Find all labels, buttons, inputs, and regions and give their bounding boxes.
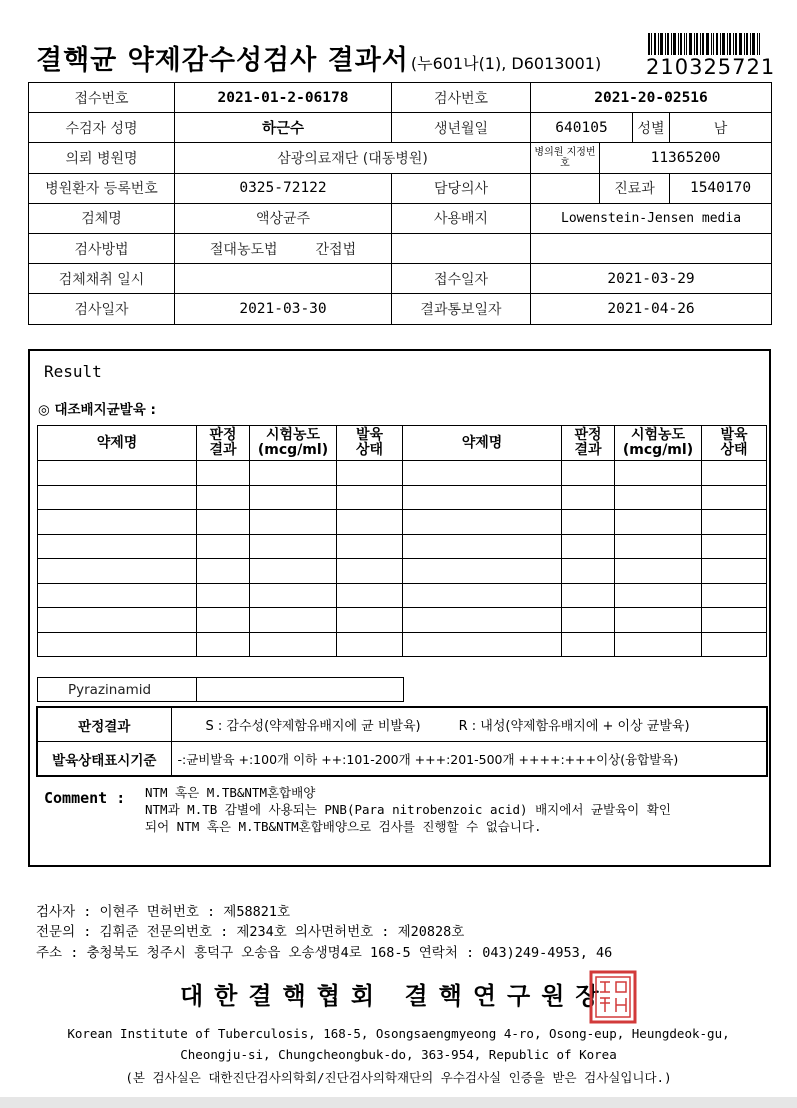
dob: 640105: [531, 113, 633, 143]
comment-label: Comment :: [44, 789, 126, 807]
table-row: [38, 559, 767, 584]
table-row: [38, 485, 767, 510]
footer-specialist: 전문의 : 김휘준 전문의번호 : 제234호 의사면허번호 : 제20828호: [36, 924, 465, 940]
header-growth: 발육 상태: [337, 426, 403, 461]
method-b: 간접법: [315, 241, 357, 258]
test-no: 2021-20-02516: [531, 83, 772, 113]
collect-label: 검체채취 일시: [29, 264, 175, 294]
table-row: [38, 534, 767, 559]
table-row: [38, 608, 767, 633]
report-date: 2021-04-26: [531, 294, 772, 324]
test-date-label: 검사일자: [29, 294, 175, 324]
patient-reg-label: 병원환자 등록번호: [29, 173, 175, 203]
doctor-name: [531, 173, 600, 203]
method-label: 검사방법: [29, 233, 175, 263]
received-date: 2021-03-29: [531, 264, 772, 294]
official-seal: [589, 970, 637, 1024]
criteria-table: [36, 706, 768, 777]
doctor-label: 담당의사: [392, 173, 531, 203]
dob-label: 생년월일: [392, 113, 531, 143]
sex: 남: [670, 113, 772, 143]
method-a: 절대농도법: [209, 241, 278, 258]
certification-note: (본 검사실은 대한진단검사의학회/진단검사의학재단의 우수검사실 인증을 받은 검사실입니다.): [125, 1070, 672, 1085]
pyrazinamid-value: [197, 678, 404, 702]
judge-label: 판정결과: [37, 707, 171, 742]
collect-date: [175, 264, 392, 294]
header-judge-2: 판정 결과: [562, 426, 615, 461]
header-growth-2: 발육 상태: [702, 426, 767, 461]
received-label: 접수일자: [392, 264, 531, 294]
name-label: 수검자 성명: [29, 113, 175, 143]
table-row: [38, 510, 767, 535]
reception-no: 2021-01-2-06178: [175, 83, 392, 113]
control-growth: ◎ 대조배지균발육 :: [38, 402, 156, 418]
test-date: 2021-03-30: [175, 294, 392, 324]
pyrazinamid-table: [37, 677, 404, 702]
growth-label: 발육상태표시기준: [37, 742, 171, 777]
barcode: [648, 33, 760, 55]
table-row: [38, 461, 767, 486]
hospital-name: 삼광의료재단 (대동병원): [175, 143, 531, 173]
judge-r: R : 내성(약제함유배지에 + 이상 균발육): [458, 719, 690, 734]
english-address-line-1: Korean Institute of Tuberculosis, 168-5, Osongsaengmyeong 4-ro, Osong-eup, Heungdeok-gu,: [67, 1026, 730, 1041]
header-concentration-2: 시험농도 (mcg/ml): [615, 426, 702, 461]
sex-label: 성별: [633, 113, 670, 143]
document-code: (누601나(1), D6013001): [410, 54, 602, 73]
drug-table: [37, 425, 767, 657]
table-row: [38, 583, 767, 608]
table-row: [38, 632, 767, 657]
judge-criteria: [171, 707, 767, 742]
header-judge: 판정 결과: [197, 426, 250, 461]
specimen-label: 검체명: [29, 203, 175, 233]
medium-label: 사용배지: [392, 203, 531, 233]
hospital-label: 의뢰 병원명: [29, 143, 175, 173]
header-drug-2: 약제명: [403, 426, 562, 461]
dept-code: 1540170: [670, 173, 772, 203]
footer-tester: 검사자 : 이현주 면허번호 : 제58821호: [36, 904, 291, 920]
hospital-code: 11365200: [600, 143, 772, 173]
result-section: [28, 349, 771, 867]
medium: Lowenstein-Jensen media: [531, 203, 772, 233]
bottom-scroll-bar: [0, 1097, 797, 1108]
pyrazinamid-label: Pyrazinamid: [38, 678, 197, 702]
growth-scale: -:균비발육 +:100개 이하 ++:101-200개 +++:201-500개 ++++:+++이상(융합발육): [171, 742, 767, 777]
patient-name: 하근수: [175, 113, 392, 143]
comment-text: NTM 혹은 M.TB&NTM혼합배양 NTM과 M.TB 감별에 사용되는 PNB(Para nitrobenzoic acid) 배지에서 균발육이 확인 되어 NTM 혹은 M.TB&NTM혼합배양으로 검사를 진행할 수 없습니다.: [145, 785, 671, 834]
header-drug: 약제명: [38, 426, 197, 461]
hospital-code-label: 병의원 지정번호: [531, 143, 600, 173]
english-address-line-2: Cheongju-si, Chungcheongbuk-do, 363-954, Republic of Korea: [180, 1047, 617, 1062]
result-title: Result: [44, 362, 102, 381]
reception-no-label: 접수번호: [29, 83, 175, 113]
specimen: 액상균주: [175, 203, 392, 233]
dept-label: 진료과: [600, 173, 670, 203]
patient-info-table: [28, 82, 772, 325]
organization-name: 대한결핵협회 결핵연구원장: [180, 981, 610, 1010]
drug-table-header: [38, 426, 767, 461]
barcode-number: 210325721: [646, 55, 776, 79]
footer-address: 주소 : 충청북도 청주시 흥덕구 오송읍 오송생명4로 168-5 연락처 : 043)249-4953, 46: [36, 945, 613, 961]
method: [175, 233, 392, 263]
report-date-label: 결과통보일자: [392, 294, 531, 324]
header-concentration: 시험농도 (mcg/ml): [250, 426, 337, 461]
patient-reg-no: 0325-72122: [175, 173, 392, 203]
judge-s: S : 감수성(약제함유배지에 균 비발육): [205, 719, 421, 734]
document-title: 결핵균 약제감수성검사 결과서 (누601나(1), D6013001): [36, 45, 602, 76]
test-no-label: 검사번호: [392, 83, 531, 113]
